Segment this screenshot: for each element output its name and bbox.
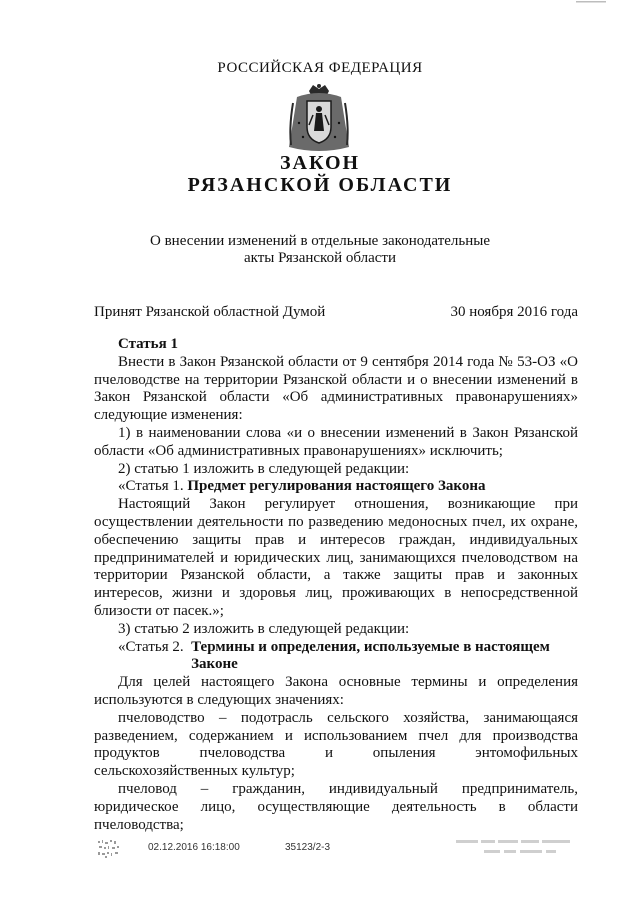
barcode-icon (96, 838, 122, 860)
new-article-1-text: Настоящий Закон регулирует отношения, возникающие при осуществлении деятельности по разведению медоносных пчел, их охране, обеспечению защиты прав и интересов граждан, индивидуальных предпринимателей и юридических лиц, занимающихся пчеловодством на территории Рязанской области, а также защиты прав и законных интересов, жизни и здоровья лиц, проживающих в непосредственной близости от пасек.»; (94, 496, 578, 619)
new-article-2-intro: Для целей настоящего Закона основные термины и определения используются в следующих значениях: (94, 674, 578, 708)
new-article-1-heading (94, 478, 578, 496)
term-beekeeping: пчеловодство – подотрасль сельского хозяйства, занимающаяся разведением, содержанием и использованием пчел для производства продуктов пчеловодства и опыления энтомофильных сельскохозяйственных культур; (94, 709, 578, 780)
law-subject-line-1: О внесении изменений в отдельные законодательные (150, 233, 490, 249)
law-body (94, 336, 578, 834)
new-article-2-heading (94, 639, 578, 675)
new-article-1-title: Предмет регулирования настоящего Закона (187, 478, 486, 495)
amendment-item-2: 2) статью 1 изложить в следующей редакции: (118, 460, 410, 477)
new-article-2-prefix: «Статья 2. (118, 638, 192, 655)
law-region-title: РЯЗАНСКОЙ ОБЛАСТИ (187, 174, 453, 196)
registration-datetime: 02.12.2016 16:18:00 (148, 842, 240, 853)
article-1-intro: Внести в Закон Рязанской области от 9 сентября 2014 года № 53-ОЗ «О пчеловодстве на территории Рязанской области и о внесении изменений в Закон Рязанской области «Об административных правонарушениях» следующие изменения: (94, 353, 578, 424)
new-article-2-title: Термины и определения, используемые в настоящем Законе (191, 638, 550, 673)
article-1-title: Статья 1 (118, 336, 178, 352)
law-subject-line-2: акты Рязанской области (243, 250, 396, 266)
country-heading: РОССИЙСКАЯ ФЕДЕРАЦИЯ (217, 60, 423, 76)
faded-stamp-icon (454, 836, 574, 862)
adoption-date: 30 ноября 2016 года (450, 304, 578, 320)
term-beekeeper: пчеловод – гражданин, индивидуальный предприниматель, юридическое лицо, осуществляющие деятельность в области пчеловодства; (94, 780, 578, 833)
ryazan-coat-of-arms-icon (283, 83, 355, 155)
amendment-item-3: 3) статью 2 изложить в следующей редакции: (118, 620, 410, 637)
corner-mark (576, 0, 606, 4)
amendment-item-1: 1) в наименовании слова «и о внесении изменений в Закон Рязанской области «Об административных правонарушениях» исключить; (94, 424, 578, 459)
new-article-1-prefix: «Статья 1. (118, 478, 188, 495)
law-title: ЗАКОН (279, 152, 361, 174)
adopted-by: Принят Рязанской областной Думой (94, 304, 326, 320)
registration-number: 35123/2-3 (285, 842, 331, 853)
